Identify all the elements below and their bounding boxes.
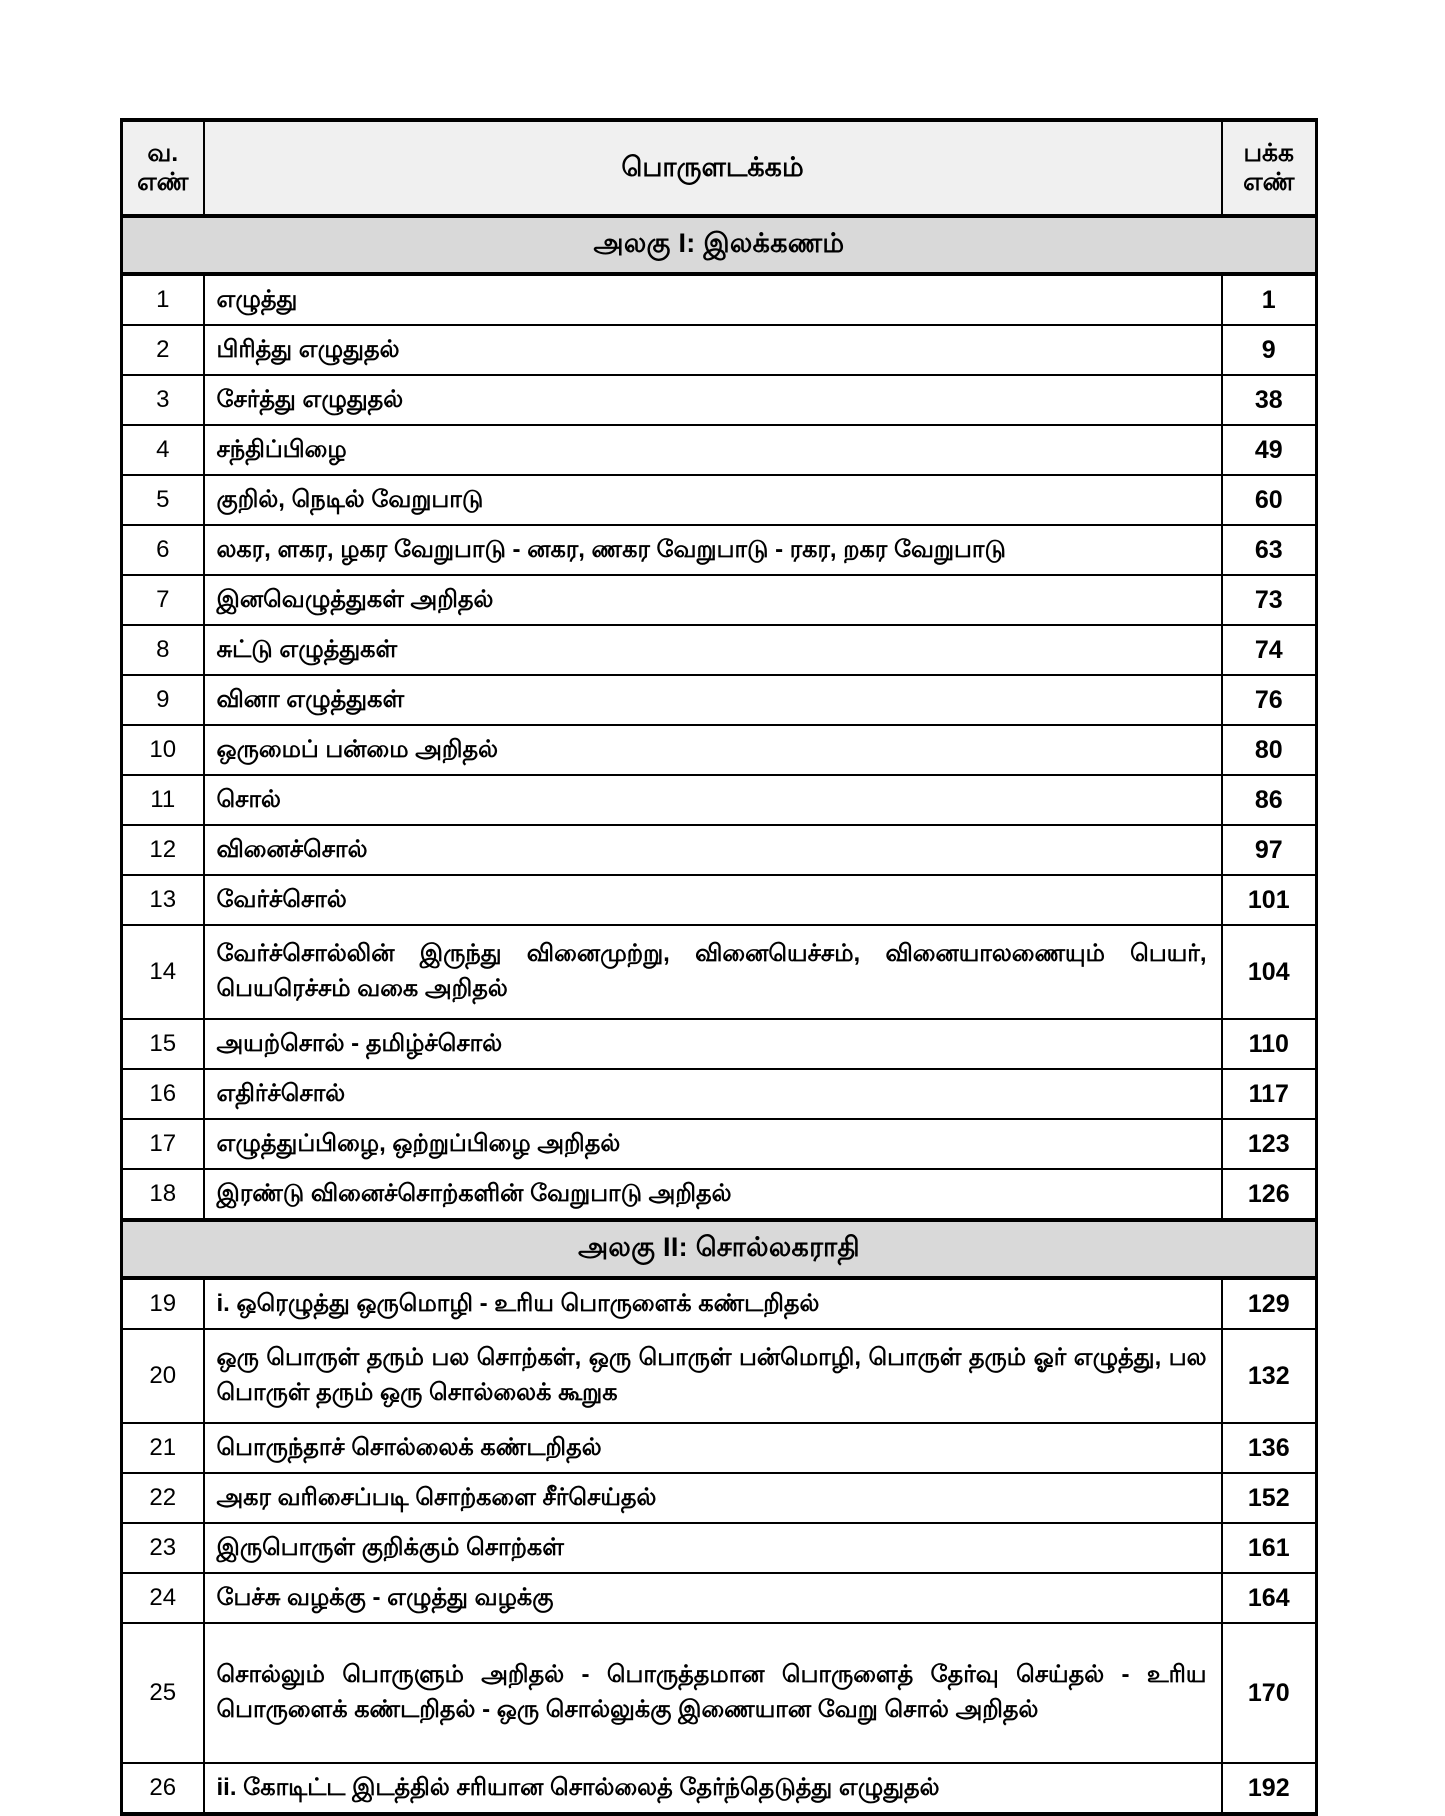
row-serial-cell: [122, 525, 204, 575]
row-title-cell: [204, 325, 1222, 375]
row-serial-number: 1: [156, 286, 170, 313]
row-title-text: i. ஒரெழுத்து ஒருமொழி - உரிய பொருளைக் கண்டறிதல்: [216, 1289, 820, 1317]
row-title-text: ii. கோடிட்ட இடத்தில் சரியான சொல்லைத் தேர்ந்தெடுத்து எழுதுதல்: [216, 1773, 940, 1801]
row-serial-cell: [122, 475, 204, 525]
table-row: [122, 1169, 1317, 1220]
row-serial-number: 4: [156, 436, 170, 463]
row-title-text: சொல்லும் பொருளும் அறிதல் - பொருத்தமான பொருளைத் தேர்வு செய்தல் - உரிய பொருளைக் கண்டறிதல் - ஒரு சொல்லுக்கு இணையான வேறு சொல் அறிதல்: [216, 1661, 1207, 1723]
row-page-cell: [1222, 325, 1317, 375]
row-page-number: 76: [1254, 685, 1283, 714]
row-page-cell: [1222, 825, 1317, 875]
row-serial-cell: [122, 725, 204, 775]
row-serial-number: 20: [149, 1362, 177, 1389]
row-title-text: அயற்சொல் - தமிழ்ச்சொல்: [216, 1029, 503, 1057]
row-title-cell: [204, 1069, 1222, 1119]
row-page-number: 74: [1254, 635, 1283, 664]
section-header-row: [122, 216, 1317, 274]
row-page-cell: [1222, 1169, 1317, 1220]
row-serial-cell: [122, 575, 204, 625]
header-serial-line2: எண்: [137, 168, 189, 196]
row-title-text: இனவெழுத்துகள் அறிதல்: [216, 585, 494, 613]
table-row: [122, 625, 1317, 675]
row-title-cell: [204, 1329, 1222, 1423]
row-title-cell: [204, 725, 1222, 775]
table-of-contents: [120, 118, 1315, 1816]
row-title-text: லகர, ளகர, ழகர வேறுபாடு - னகர, ணகர வேறுபாடு - ரகர, றகர வேறுபாடு: [216, 535, 1006, 563]
table-row: [122, 375, 1317, 425]
table-row: [122, 1573, 1317, 1623]
row-title-cell: [204, 1523, 1222, 1573]
row-serial-number: 8: [156, 636, 170, 663]
header-page-line2: எண்: [1243, 168, 1295, 196]
row-serial-number: 9: [156, 686, 170, 713]
row-title-cell: [204, 525, 1222, 575]
row-page-cell: [1222, 1329, 1317, 1423]
table-row: [122, 425, 1317, 475]
row-page-number: 80: [1254, 735, 1283, 764]
row-title-text: சொல்: [216, 785, 281, 813]
row-serial-number: 18: [149, 1180, 177, 1207]
row-serial-number: 24: [149, 1584, 177, 1611]
row-page-cell: [1222, 1019, 1317, 1069]
row-title-cell: [204, 274, 1222, 325]
table-row: [122, 1019, 1317, 1069]
row-title-cell: [204, 1278, 1222, 1329]
section-header-cell: [122, 1220, 1317, 1278]
row-page-number: 152: [1247, 1483, 1290, 1512]
row-page-cell: [1222, 625, 1317, 675]
row-serial-number: 19: [149, 1290, 177, 1317]
table-row: [122, 1523, 1317, 1573]
row-serial-cell: [122, 1523, 204, 1573]
row-title-cell: [204, 1573, 1222, 1623]
row-title-text: வினைச்சொல்: [216, 835, 368, 863]
row-page-cell: [1222, 1119, 1317, 1169]
row-title-cell: [204, 925, 1222, 1019]
row-page-number: 38: [1254, 385, 1283, 414]
row-page-number: 192: [1247, 1773, 1290, 1802]
row-serial-cell: [122, 925, 204, 1019]
row-page-number: 161: [1247, 1533, 1290, 1562]
header-cell-title: [204, 120, 1222, 216]
row-title-cell: [204, 875, 1222, 925]
table-row: [122, 525, 1317, 575]
row-title-cell: [204, 1019, 1222, 1069]
row-page-cell: [1222, 1473, 1317, 1523]
row-page-cell: [1222, 1423, 1317, 1473]
row-page-cell: [1222, 675, 1317, 725]
row-title-text: சந்திப்பிழை: [216, 435, 347, 463]
row-title-cell: [204, 475, 1222, 525]
row-title-text: பிரித்து எழுதுதல்: [216, 335, 400, 363]
row-title-cell: [204, 825, 1222, 875]
table-row: [122, 1069, 1317, 1119]
row-title-cell: [204, 1119, 1222, 1169]
table-header-row: [122, 120, 1317, 216]
row-serial-cell: [122, 425, 204, 475]
row-page-cell: [1222, 1573, 1317, 1623]
row-page-number: 86: [1254, 785, 1283, 814]
row-page-number: 63: [1254, 535, 1283, 564]
row-page-cell: [1222, 1278, 1317, 1329]
row-serial-number: 14: [149, 958, 177, 985]
row-page-number: 132: [1247, 1361, 1290, 1390]
row-page-cell: [1222, 1523, 1317, 1573]
row-page-number: 126: [1247, 1179, 1290, 1208]
row-serial-cell: [122, 1119, 204, 1169]
row-page-cell: [1222, 1623, 1317, 1763]
row-serial-cell: [122, 1473, 204, 1523]
row-serial-cell: [122, 1623, 204, 1763]
row-page-number: 117: [1248, 1079, 1289, 1108]
row-serial-number: 3: [156, 386, 170, 413]
table-row: [122, 1278, 1317, 1329]
table-row: [122, 825, 1317, 875]
table-row: [122, 1423, 1317, 1473]
row-serial-cell: [122, 274, 204, 325]
row-title-text: வினா எழுத்துகள்: [216, 685, 405, 713]
row-page-cell: [1222, 575, 1317, 625]
row-serial-number: 22: [149, 1484, 177, 1511]
row-page-number: 49: [1254, 435, 1283, 464]
table-row: [122, 1473, 1317, 1523]
row-serial-number: 2: [156, 336, 170, 363]
row-title-cell: [204, 575, 1222, 625]
row-title-text: எழுத்துப்பிழை, ஒற்றுப்பிழை அறிதல்: [216, 1129, 621, 1157]
row-title-cell: [204, 1423, 1222, 1473]
row-serial-cell: [122, 375, 204, 425]
row-page-number: 73: [1254, 585, 1283, 614]
row-title-text: சுட்டு எழுத்துகள்: [216, 635, 398, 663]
row-serial-number: 6: [156, 536, 170, 563]
row-title-cell: [204, 425, 1222, 475]
row-serial-number: 16: [149, 1080, 177, 1107]
table-row: [122, 1119, 1317, 1169]
row-title-cell: [204, 1473, 1222, 1523]
section-header-label: அலகு II: சொல்லகராதி: [578, 1231, 860, 1262]
row-serial-cell: [122, 875, 204, 925]
header-title-label: பொருளடக்கம்: [621, 152, 804, 183]
row-serial-cell: [122, 1329, 204, 1423]
section-header-row: [122, 1220, 1317, 1278]
row-page-cell: [1222, 1069, 1317, 1119]
row-serial-number: 13: [149, 886, 177, 913]
row-page-number: 164: [1247, 1583, 1290, 1612]
row-page-cell: [1222, 525, 1317, 575]
row-page-cell: [1222, 875, 1317, 925]
row-title-text: ஒரு பொருள் தரும் பல சொற்கள், ஒரு பொருள் பன்மொழி, பொருள் தரும் ஓர் எழுத்து, பல பொருள் தரும் ஒரு சொல்லைக் கூறுக: [216, 1344, 1207, 1406]
table-row: [122, 274, 1317, 325]
row-serial-cell: [122, 625, 204, 675]
header-cell-serial: [122, 120, 204, 216]
row-page-number: 97: [1254, 835, 1283, 864]
row-title-text: ஒருமைப் பன்மை அறிதல்: [216, 735, 499, 763]
row-title-text: இரண்டு வினைச்சொற்களின் வேறுபாடு அறிதல்: [216, 1179, 732, 1207]
header-page-line1: பக்க: [1243, 138, 1295, 167]
row-serial-cell: [122, 325, 204, 375]
header-cell-page: [1222, 120, 1317, 216]
row-page-number: 60: [1254, 485, 1283, 514]
row-title-cell: [204, 1623, 1222, 1763]
row-page-cell: [1222, 425, 1317, 475]
section-header-cell: [122, 216, 1317, 274]
row-serial-number: 15: [149, 1030, 177, 1057]
row-title-cell: [204, 375, 1222, 425]
row-serial-cell: [122, 825, 204, 875]
row-serial-cell: [122, 1169, 204, 1220]
row-page-number: 110: [1248, 1029, 1289, 1058]
row-title-text: பேச்சு வழக்கு - எழுத்து வழக்கு: [216, 1583, 554, 1611]
row-title-text: இருபொருள் குறிக்கும் சொற்கள்: [216, 1533, 564, 1561]
table-row: [122, 1623, 1317, 1763]
row-serial-number: 25: [149, 1679, 177, 1706]
row-serial-number: 5: [156, 486, 170, 513]
row-title-cell: [204, 675, 1222, 725]
table-row: [122, 725, 1317, 775]
row-serial-number: 12: [149, 836, 177, 863]
table-row: [122, 575, 1317, 625]
section-header-label: அலகு I: இலக்கணம்: [593, 227, 845, 258]
row-serial-cell: [122, 1573, 204, 1623]
row-serial-number: 11: [150, 786, 176, 813]
row-serial-cell: [122, 775, 204, 825]
row-serial-number: 17: [149, 1130, 177, 1157]
row-serial-number: 21: [149, 1434, 177, 1461]
header-serial-line1: வ.: [147, 138, 179, 167]
row-page-cell: [1222, 475, 1317, 525]
row-serial-cell: [122, 1019, 204, 1069]
row-title-text: அகர வரிசைப்படி சொற்களை சீர்செய்தல்: [216, 1483, 657, 1511]
row-title-text: எதிர்ச்சொல்: [216, 1079, 346, 1107]
row-page-number: 123: [1247, 1129, 1290, 1158]
row-serial-number: 26: [149, 1774, 177, 1801]
table-row: [122, 675, 1317, 725]
row-page-number: 104: [1247, 957, 1290, 986]
table-row: [122, 475, 1317, 525]
row-page-number: 1: [1261, 285, 1276, 314]
row-serial-number: 10: [149, 736, 177, 763]
row-serial-number: 23: [149, 1534, 177, 1561]
row-title-text: சேர்த்து எழுதுதல்: [216, 385, 404, 413]
row-page-number: 101: [1247, 885, 1290, 914]
row-title-cell: [204, 625, 1222, 675]
row-title-text: வேர்ச்சொல்லின் இருந்து வினைமுற்று, வினையெச்சம், வினையாலணையும் பெயர், பெயரெச்சம் வகை அறிதல்: [216, 940, 1207, 1002]
row-page-cell: [1222, 775, 1317, 825]
toc-table: [120, 118, 1318, 1816]
row-page-number: 170: [1247, 1678, 1290, 1707]
row-page-cell: [1222, 925, 1317, 1019]
row-serial-cell: [122, 675, 204, 725]
table-row: [122, 875, 1317, 925]
row-title-text: பொருந்தாச் சொல்லைக் கண்டறிதல்: [216, 1433, 602, 1461]
row-page-number: 136: [1247, 1433, 1290, 1462]
row-title-cell: [204, 1169, 1222, 1220]
row-title-text: வேர்ச்சொல்: [216, 885, 347, 913]
row-serial-number: 7: [156, 586, 170, 613]
table-row: [122, 925, 1317, 1019]
row-serial-cell: [122, 1278, 204, 1329]
table-row: [122, 325, 1317, 375]
row-page-cell: [1222, 274, 1317, 325]
row-serial-cell: [122, 1069, 204, 1119]
row-serial-cell: [122, 1423, 204, 1473]
table-row: [122, 1329, 1317, 1423]
row-title-text: குறில், நெடில் வேறுபாடு: [216, 485, 484, 513]
row-page-number: 129: [1247, 1289, 1290, 1318]
row-title-text: எழுத்து: [216, 285, 298, 313]
row-page-number: 9: [1261, 335, 1276, 364]
row-page-cell: [1222, 375, 1317, 425]
row-page-cell: [1222, 725, 1317, 775]
row-title-cell: [204, 775, 1222, 825]
table-row: [122, 775, 1317, 825]
